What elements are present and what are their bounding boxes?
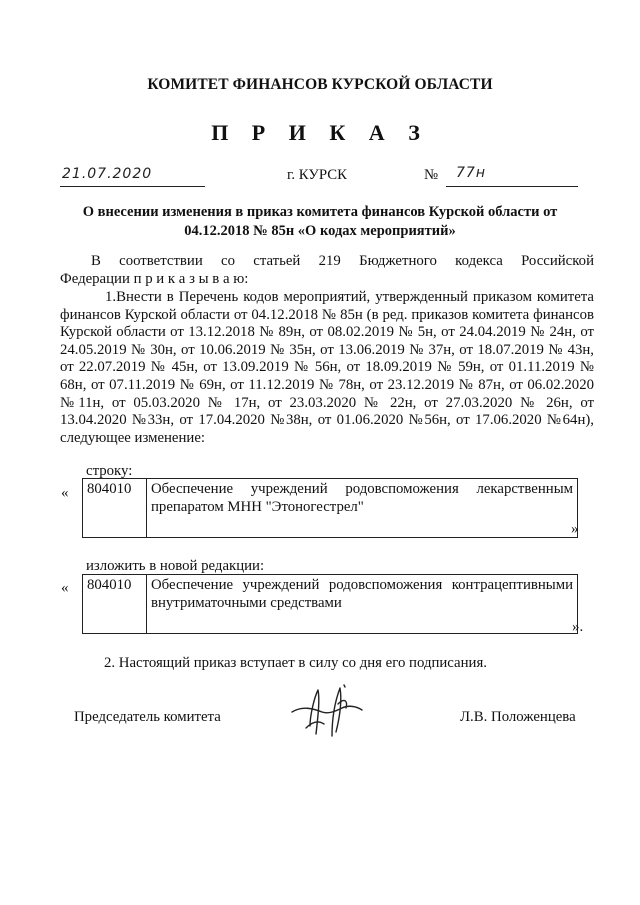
- old-row-label: строку:: [86, 463, 133, 479]
- signatory-name: Л.В. Положенцева: [460, 709, 576, 725]
- new-row-close-quote: ».: [572, 619, 584, 635]
- new-row-table: [82, 574, 578, 634]
- handwritten-signature: [288, 682, 366, 740]
- preamble-line-2: Федерации п р и к а з ы в а ю:: [60, 271, 249, 287]
- new-row-open-quote: «: [61, 580, 69, 596]
- old-row-text: Обеспечение учреждений родовспоможения лекарственным препаратом МНН "Этоногестрел": [147, 479, 578, 538]
- organization-name: КОМИТЕТ ФИНАНСОВ КУРСКОЙ ОБЛАСТИ: [147, 76, 493, 93]
- old-row-close-quote: »: [571, 521, 579, 537]
- old-row-open-quote: «: [61, 485, 69, 501]
- old-row-table: [82, 478, 578, 538]
- signatory-position: Председатель комитета: [74, 709, 221, 725]
- preamble-line-1: В соответствии со статьей 219 Бюджетного кодекса Российской: [91, 253, 594, 269]
- new-row-text: Обеспечение учреждений родовспоможения контрацептивными внутриматочными средствами: [147, 575, 578, 634]
- handwritten-number: 77н: [456, 165, 486, 181]
- old-row-code: 804010: [83, 479, 147, 538]
- document-type: П Р И К А З: [211, 120, 429, 145]
- city: г. КУРСК: [287, 167, 347, 183]
- item-2-paragraph: 2. Настоящий приказ вступает в силу со дня его подписания.: [104, 655, 487, 671]
- order-title: О внесении изменения в приказ комитета финансов Курской области от 04.12.2018 № 85н «О кодах мероприятий»: [82, 204, 558, 239]
- handwritten-date: 21.07.2020: [62, 166, 153, 182]
- new-row-code: 804010: [83, 575, 147, 634]
- new-row-label: изложить в новой редакции:: [86, 558, 265, 574]
- item-1-paragraph: 1.Внести в Перечень кодов мероприятий, утвержденный приказом комитета финансов Курской области от 04.12.2018 № 85н (в ред. приказов комитета финансов Курской области от 13.12.2018 № 89н, от 08.02.2019 № 5н, от 24.04.2019 № 24н, от 24.05.2019 № 30н, от 10.06.2019 № 35н, от 13.06.2019 № 37н, от 18.07.2019 № 43н, от 22.07.2019 № 45н, от 13.09.2019 № 56н, от 18.09.2019 № 59н, от 01.11.2019 № 68н, от 07.11.2019 № 69н, от 11.12.2019 № 78н, от 23.12.2019 № 87н, от 06.02.2020 №11н, от 05.03.2020 № 17н, от 23.03.2020 № 22н, от 27.03.2020 № 26н, от 13.04.2020 №33н, от 17.04.2020 №38н, от 01.06.2020 №56н, от 17.06.2020 №64н), следующее изменение:: [60, 289, 594, 446]
- number-label: №: [424, 167, 439, 183]
